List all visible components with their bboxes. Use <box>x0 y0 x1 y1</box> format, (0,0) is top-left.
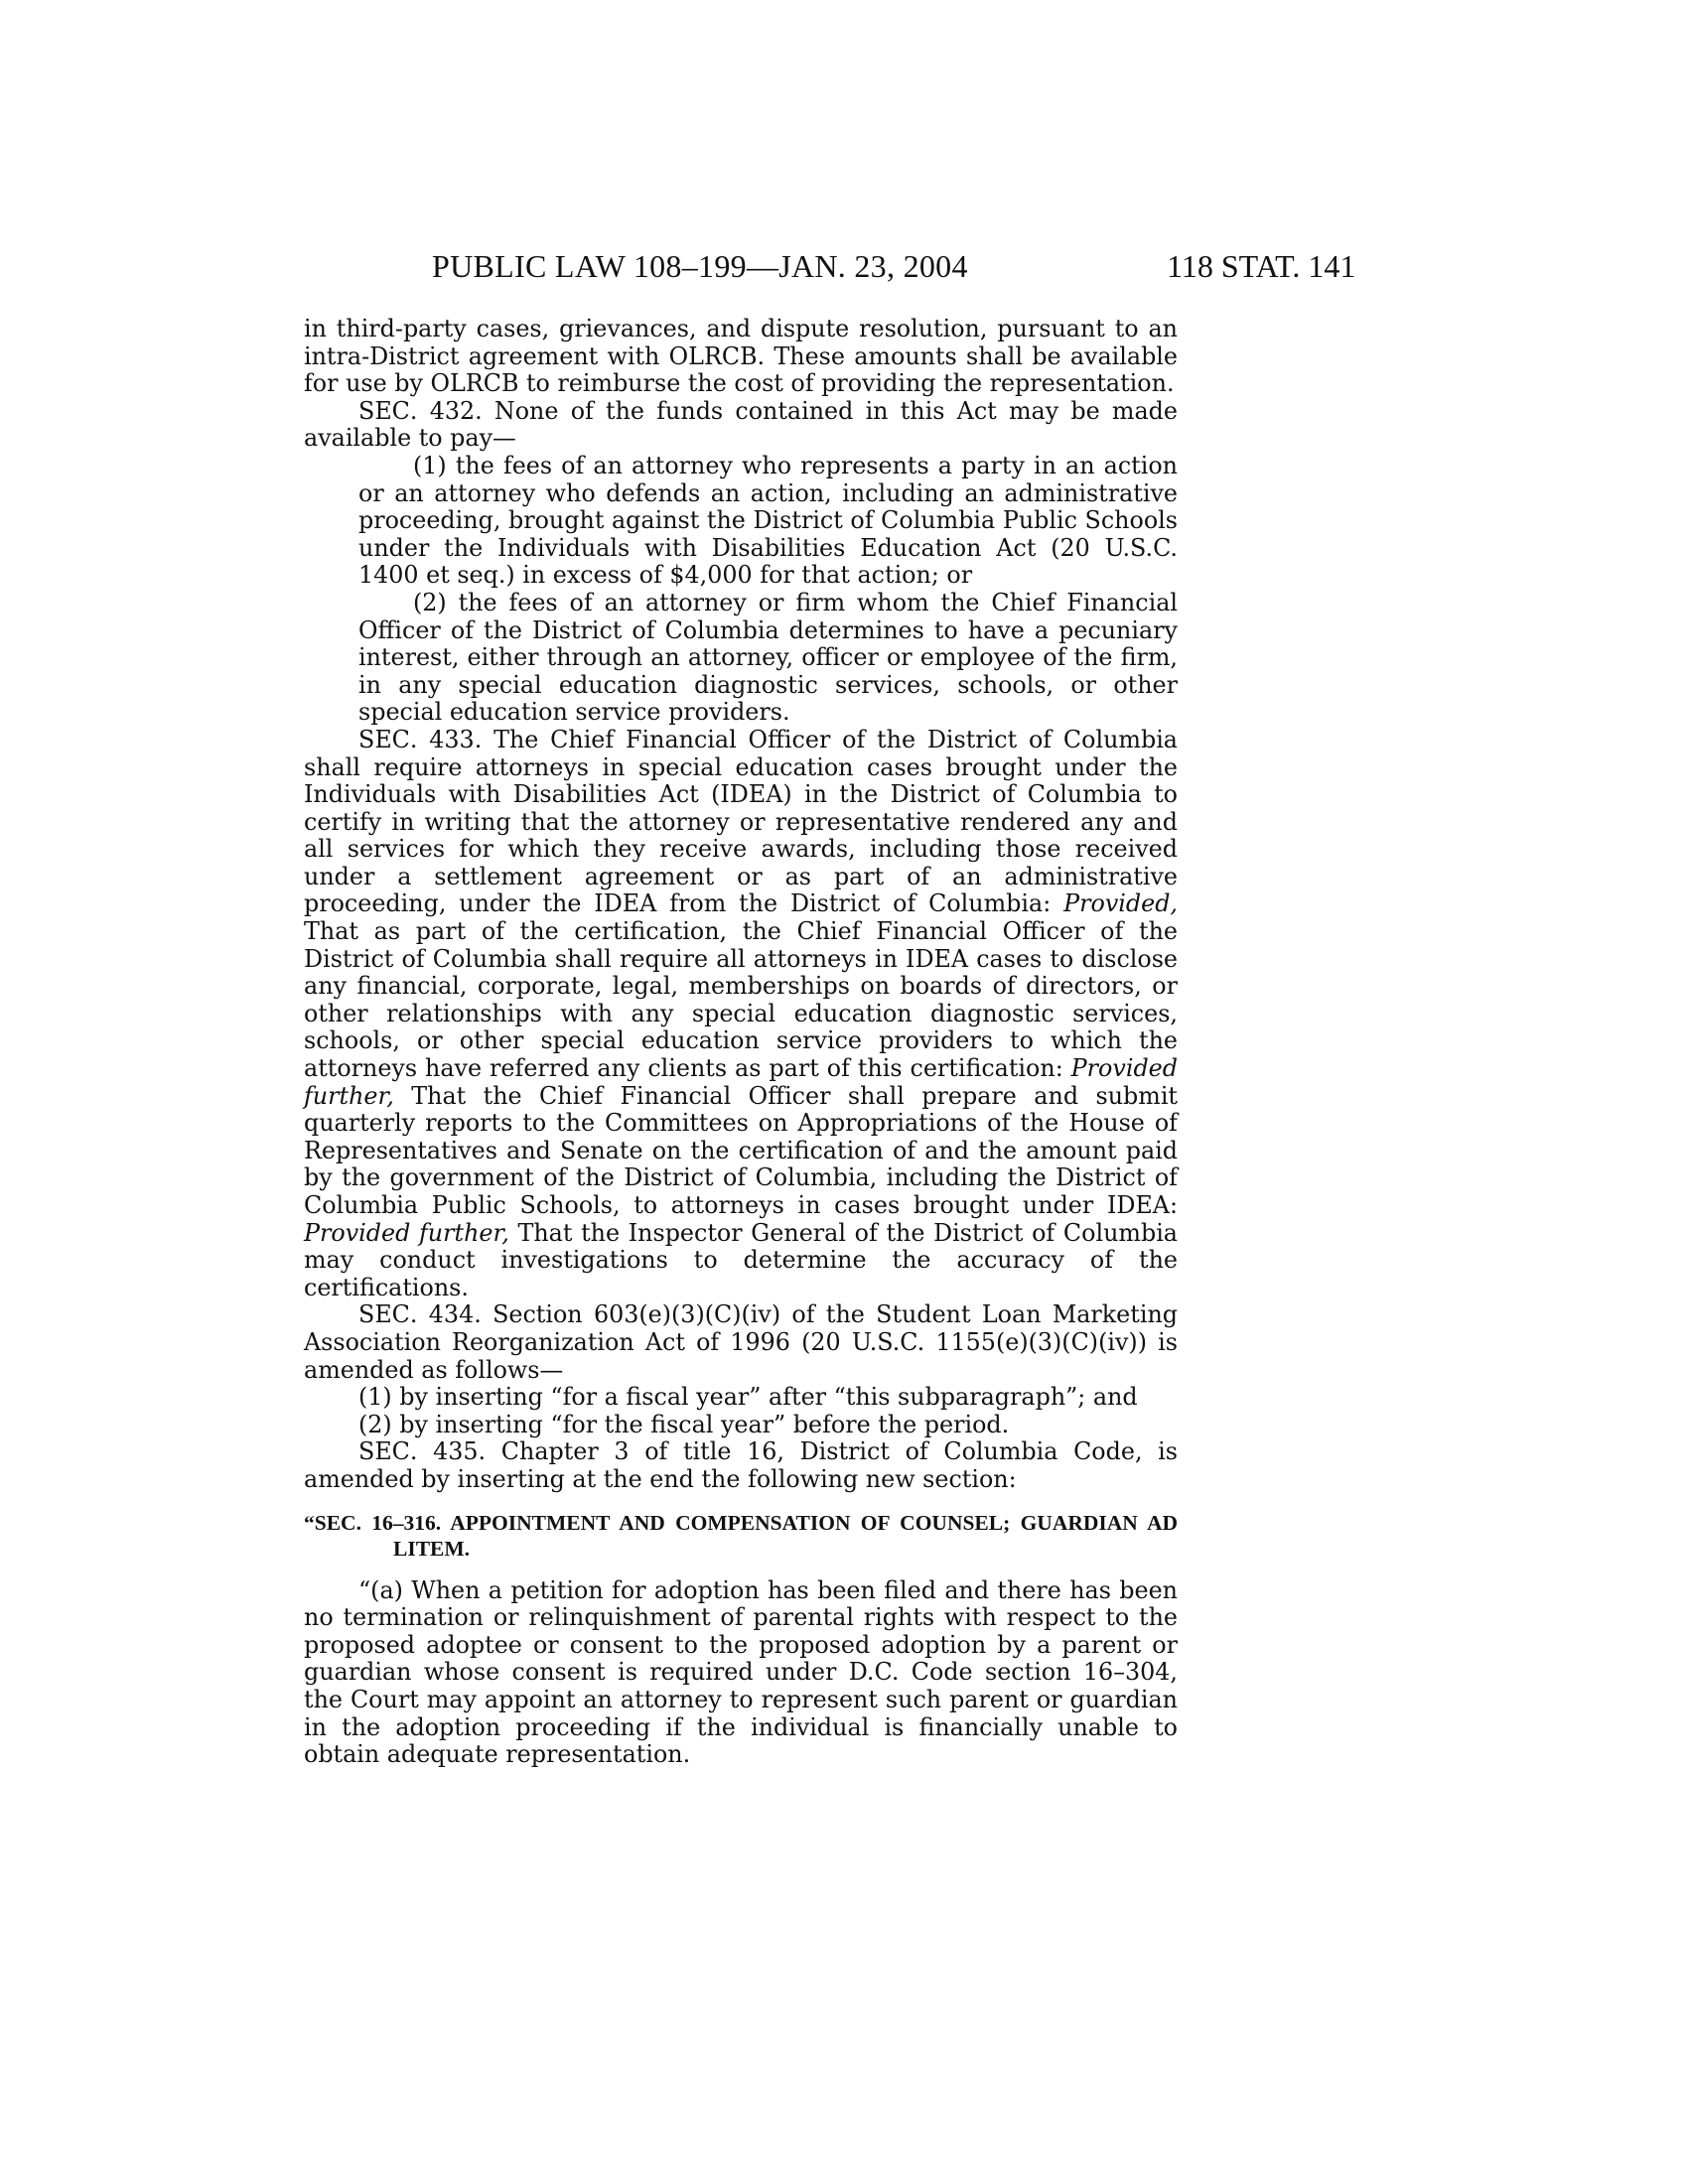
section-432-item-1: (1) the fees of an attorney who represents a party in an action or an attorney who defends an action, including an administrative proceeding, brought against the District of Columbia Public Schools under the Individuals with Disabilities Education Act (20 U.S.C. 1400 et seq.) in excess of $4,000 for that action; or <box>358 451 1178 590</box>
new-section-subsection-a: “(a) When a petition for adoption has been filed and there has been no termination or relinquishment of parental rights with respect to the proposed adoptee or consent to the proposed adoption by a parent or guardian whose consent is required under D.C. Code section 16–304, the Court may appoint an attorney to represent such parent or guardian in the adoption proceeding if the individual is financially unable to obtain adequate representation. <box>304 1575 1178 1769</box>
section-432-item-2: (2) the fees of an attorney or firm whom the Chief Financial Officer of the District of Columbia determines to have a pecuniary interest, either through an attorney, officer or employee of the firm, in any special education diagnostic services, schools, or other special education service providers. <box>358 588 1178 727</box>
proviso-1: Provided, <box>1063 889 1178 918</box>
section-435-label: SEC. 435. <box>358 1437 487 1466</box>
running-header-title: PUBLIC LAW 108–199—JAN. 23, 2004 <box>432 248 968 284</box>
section-435 <box>304 1438 1178 1493</box>
proviso-3: Provided further, <box>304 1218 509 1247</box>
section-434-label: SEC. 434. <box>358 1300 482 1329</box>
section-432-label: SEC. 432. <box>358 396 483 425</box>
document-body <box>304 316 1178 1769</box>
section-434-item-2: (2) by inserting “for the fiscal year” before the period. <box>358 1410 1010 1438</box>
section-432 <box>304 398 1178 453</box>
section-434 <box>304 1301 1178 1384</box>
section-433-label: SEC. 433. <box>358 725 483 753</box>
paragraph-continuation: in third-party cases, grievances, and dispute resolution, pursuant to an intra-District agreement with OLRCB. These amounts shall be available for use by OLRCB to reimburse the cost of providing the representation. <box>304 315 1178 398</box>
new-section-heading: “SEC. 16–316. APPOINTMENT AND COMPENSATION OF COUNSEL; GUARDIAN AD LITEM. <box>304 1510 1178 1561</box>
section-433: SEC. 433. The Chief Financial Officer of the District of Columbia shall require attorneys in special education cases brought under the Individuals with Disabilities Act (IDEA) in the District of Columbia to certify in writing that the attorney or representative rendered any and all services for which they receive awards, including those received under a settlement agreement or as part of an administrative proceeding, under the IDEA from the District of Columbia: Provided, That as part of the certification, the Chief Financial Officer of the District of Columbia shall require all attorneys in IDEA cases to disclose any financial, corporate, legal, memberships on boards of directors, or other relationships with any special education diagnostic services, schools, or other special education service providers to which the attorneys have referred any clients as part of this certification: Provided further, That the Chief Financial Officer shall prepare and submit quarterly reports to the Committees on Appropriations of the House of Representatives and Senate on the certification of and the amount paid by the government of the District of Columbia, including the District of Columbia Public Schools, to attorneys in cases brought under IDEA: Provided further, That the Inspector General of the District of Columbia may conduct investigations to determine the accuracy of the certifications. <box>304 725 1178 1301</box>
section-432-text: None of the funds contained in this Act may be made available to pay— <box>304 396 1178 453</box>
statute-page-number: 118 STAT. 141 <box>1167 248 1356 284</box>
proviso-2: Provided further, <box>304 1054 1178 1110</box>
section-434-text: Section 603(e)(3)(C)(iv) of the Student Loan Marketing Association Reorganization Act of 1996 (20 U.S.C. 1155(e)(3)(C)(iv)) is amended as follows— <box>304 1300 1178 1384</box>
section-435-text: Chapter 3 of title 16, District of Columbia Code, is amended by inserting at the end the following new section: <box>304 1437 1178 1493</box>
section-434-item-1: (1) by inserting “for a fiscal year” after “this subparagraph”; and <box>358 1383 1138 1412</box>
